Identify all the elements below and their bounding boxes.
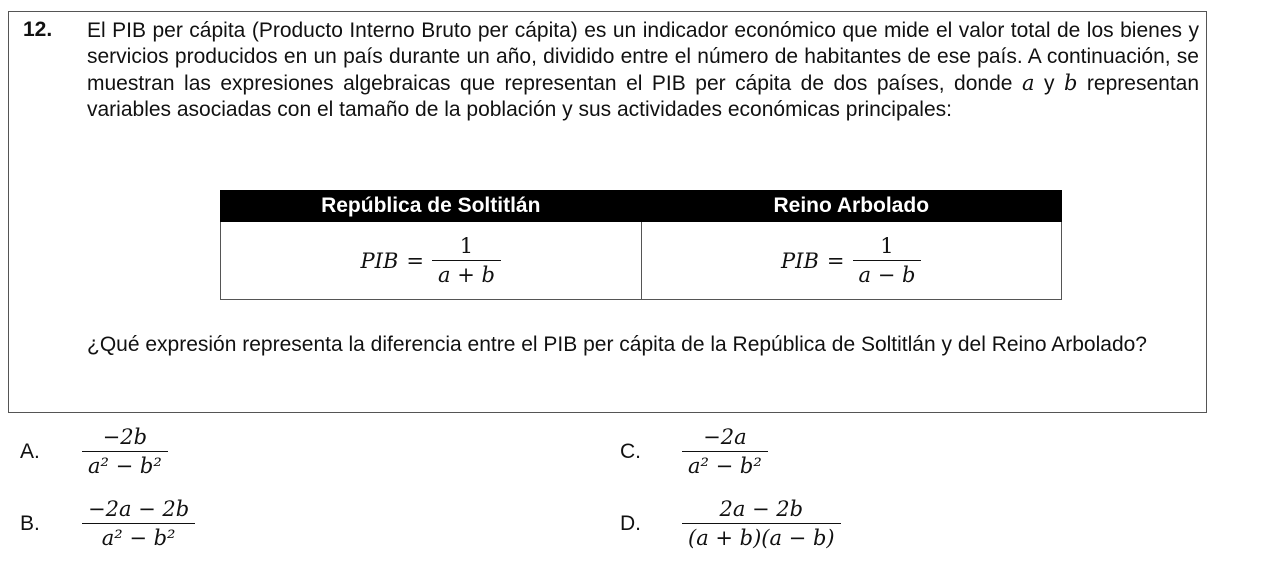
fraction-denominator: a² − b²: [88, 454, 162, 478]
formula-soltitlan-cell: [221, 222, 642, 300]
question-text: [87, 18, 1199, 123]
question-text-part2: representan variables asociadas con el tamaño de la población y sus actividades económicas principales:: [87, 72, 1200, 121]
option-letter: D.: [620, 511, 641, 535]
fraction-denominator: (a + b)(a − b): [688, 526, 835, 550]
option-letter: A.: [20, 439, 40, 463]
variable-b: b: [1063, 71, 1078, 95]
question-text-and: y: [1034, 72, 1064, 95]
option-fraction: [682, 425, 768, 478]
formula-arbolado: [781, 234, 921, 287]
fraction-numerator: 1: [880, 234, 894, 258]
fraction-numerator: 2a − 2b: [719, 497, 804, 521]
option-b[interactable]: [20, 497, 195, 550]
fraction-numerator: −2b: [102, 425, 148, 449]
fraction-denominator: a + b: [438, 263, 495, 287]
option-fraction: [682, 497, 841, 550]
formula-arbolado-cell: [641, 222, 1062, 300]
question-number: 12.: [23, 18, 53, 41]
formula-equals: =: [406, 248, 425, 273]
fraction-numerator: −2a: [703, 425, 747, 449]
formula-lhs: PIB: [360, 248, 399, 273]
fraction-denominator: a − b: [858, 263, 916, 287]
option-fraction: [82, 425, 168, 478]
formula-lhs: PIB: [781, 248, 819, 273]
question-prompt: ¿Qué expresión representa la diferencia entre el PIB per cápita de la República de Soltitlán y del Reino Arbolado?: [87, 333, 1147, 356]
formula-equals: =: [826, 248, 845, 273]
option-letter: C.: [620, 439, 641, 463]
option-c[interactable]: [620, 425, 768, 478]
formula-soltitlan: [361, 234, 501, 287]
option-letter: B.: [20, 511, 40, 535]
fraction-numerator: 1: [459, 234, 474, 258]
table-header-row: [221, 191, 1062, 222]
option-fraction: [82, 497, 195, 550]
fraction: [853, 234, 922, 287]
header-arbolado: Reino Arbolado: [641, 191, 1062, 222]
fraction: [432, 234, 501, 287]
fraction-numerator: −2a − 2b: [88, 497, 190, 521]
question-text-part1: El PIB per cápita (Producto Interno Bruto per cápita) es un indicador económico que mide el valor total de los bienes y servicios producidos en un país durante un año, dividido entre el número de habitantes de ese país. A continuación, se muestran las expresiones algebraicas que representan el PIB per cápita de dos países, donde: [87, 19, 1199, 95]
fraction-denominator: a² − b²: [688, 454, 762, 478]
header-soltitlan: República de Soltitlán: [221, 191, 642, 222]
table-row: [221, 222, 1062, 300]
fraction-denominator: a² − b²: [101, 526, 176, 550]
option-d[interactable]: [620, 497, 841, 550]
pib-table: [220, 190, 1062, 300]
question-box: [8, 11, 1207, 413]
option-a[interactable]: [20, 425, 168, 478]
variable-a: a: [1021, 71, 1035, 95]
